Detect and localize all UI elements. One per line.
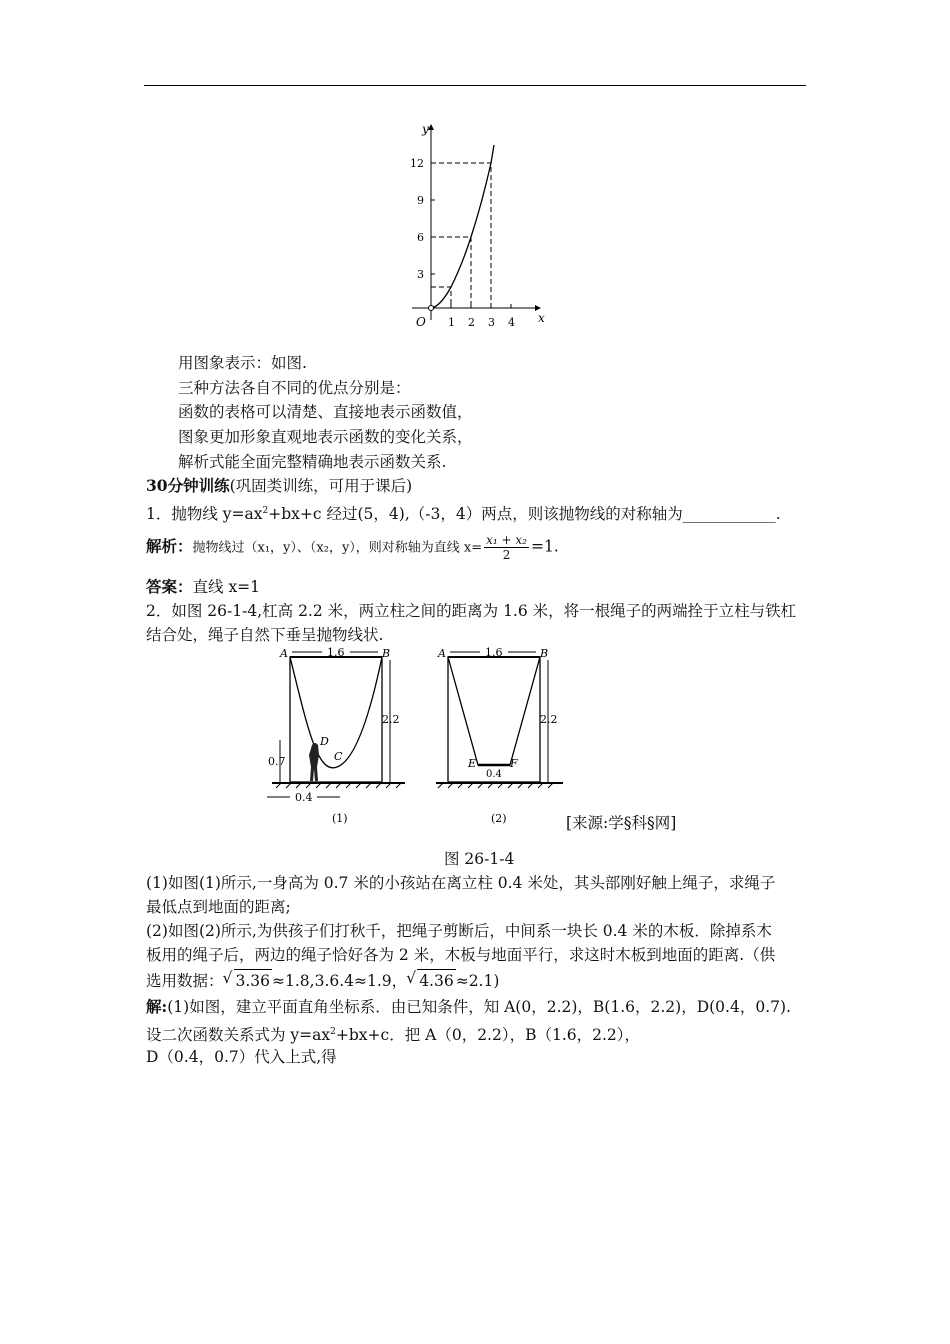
- text-line: 图象更加形象直观地表示函数的变化关系，: [178, 428, 473, 446]
- part-1: (1)如图(1)所示,一身高为 0.7 米的小孩站在离立柱 0.4 米处，其头部刚好触上绳子，求绳子: [146, 874, 776, 892]
- point-d: D: [320, 735, 329, 748]
- section-heading: 30分钟训练(巩固类训练，可用于课后): [146, 476, 413, 495]
- part-1: 最低点到地面的距离;: [146, 898, 291, 916]
- text-line: 用图象表示：如图.: [178, 354, 307, 372]
- point-a: A: [438, 647, 446, 660]
- solution: 解:(1)如图，建立平面直角坐标系．由已知条件，知 A(0，2.2)，B(1.6，2.2)，D(0.4，0.7).: [146, 997, 791, 1016]
- point-b: B: [382, 647, 391, 660]
- x-tick-label: 3: [488, 316, 495, 329]
- text-line: 三种方法各自不同的优点分别是：: [178, 379, 411, 397]
- board-label: 0.4: [486, 769, 502, 780]
- parabola-curve: [431, 145, 494, 308]
- part-2: 板用的绳子后，两边的绳子恰好各为 2 米，木板与地面平行，求这时木板到地面的距离.（供: [146, 946, 776, 964]
- point-f: F: [510, 757, 518, 770]
- source-note: [来源:学§科§网]: [566, 814, 677, 832]
- point-b: B: [540, 647, 549, 660]
- x-tick-label: 1: [448, 316, 455, 329]
- point-c: C: [334, 750, 343, 763]
- part-2: (2)如图(2)所示,为供孩子们打秋千，把绳子剪断后，中间系一块长 0.4 米的木板．除掉系木: [146, 922, 772, 940]
- x-tick-label: 4: [508, 316, 515, 329]
- figure-2-label: (2): [491, 812, 507, 825]
- figure-2: [428, 645, 578, 830]
- function-graph: [400, 115, 550, 335]
- height-label: 2.2: [540, 713, 558, 726]
- answer-1: 答案：直线 x=1: [146, 577, 261, 596]
- text-line: 解析式能全面完整精确地表示函数关系.: [178, 453, 447, 471]
- figure-1: [262, 645, 412, 830]
- analysis-1: 解析：抛物线过（x₁，y）、（x₂，y），则对称轴为直线 x= $\frac{\text{x₁ + x₂}}{2}$ =1.: [146, 533, 559, 562]
- question-2: 结合处，绳子自然下垂呈抛物线状.: [146, 626, 384, 644]
- figure-1-label: (1): [332, 812, 348, 825]
- kid-height-label: 0.7: [268, 755, 286, 768]
- header-rule: [144, 85, 806, 86]
- x-tick-label: 2: [468, 316, 475, 329]
- y-axis-label: y: [422, 122, 429, 136]
- width-label: 1.6: [485, 646, 503, 659]
- height-label: 2.2: [382, 713, 400, 726]
- child-figure: [309, 743, 319, 781]
- swing-ropes: [448, 657, 540, 765]
- question-1: 1．抛物线 $y=ax^2+bx+c$ 经过(5，4),（-3，4）两点，则该抛物线的对称轴为____________.: [146, 505, 781, 524]
- y-tick-label: 12: [410, 157, 424, 170]
- y-tick-label: 9: [417, 194, 424, 207]
- origin-label: O: [416, 315, 426, 329]
- figure-caption: 图 26-1-4: [444, 850, 515, 868]
- solution: D（0.4，0.7）代入上式,得: [146, 1048, 337, 1066]
- x-axis-label: x: [538, 311, 545, 325]
- y-tick-label: 6: [417, 231, 424, 244]
- question-2: 2．如图 26-1-4,杠高 2.2 米，两立柱之间的距离为 1.6 米，将一根绳子的两端拴于立柱与铁杠: [146, 602, 797, 620]
- solution: 设二次函数关系式为 $y=ax^2+bx+c$．把 A（0，2.2），B（1.6，2.2），: [146, 1026, 641, 1045]
- part-2-data: 选用数据：√ 3.36 ≈1.8,3.6.4≈1.9，√ 4.36 ≈2.1): [146, 969, 499, 992]
- y-tick-label: 3: [417, 268, 424, 281]
- width-label: 1.6: [327, 646, 345, 659]
- point-a: A: [280, 647, 288, 660]
- text-line: 函数的表格可以清楚、直接地表示函数值，: [178, 403, 473, 421]
- distance-label: 0.4: [295, 791, 313, 804]
- point-e: E: [468, 757, 477, 770]
